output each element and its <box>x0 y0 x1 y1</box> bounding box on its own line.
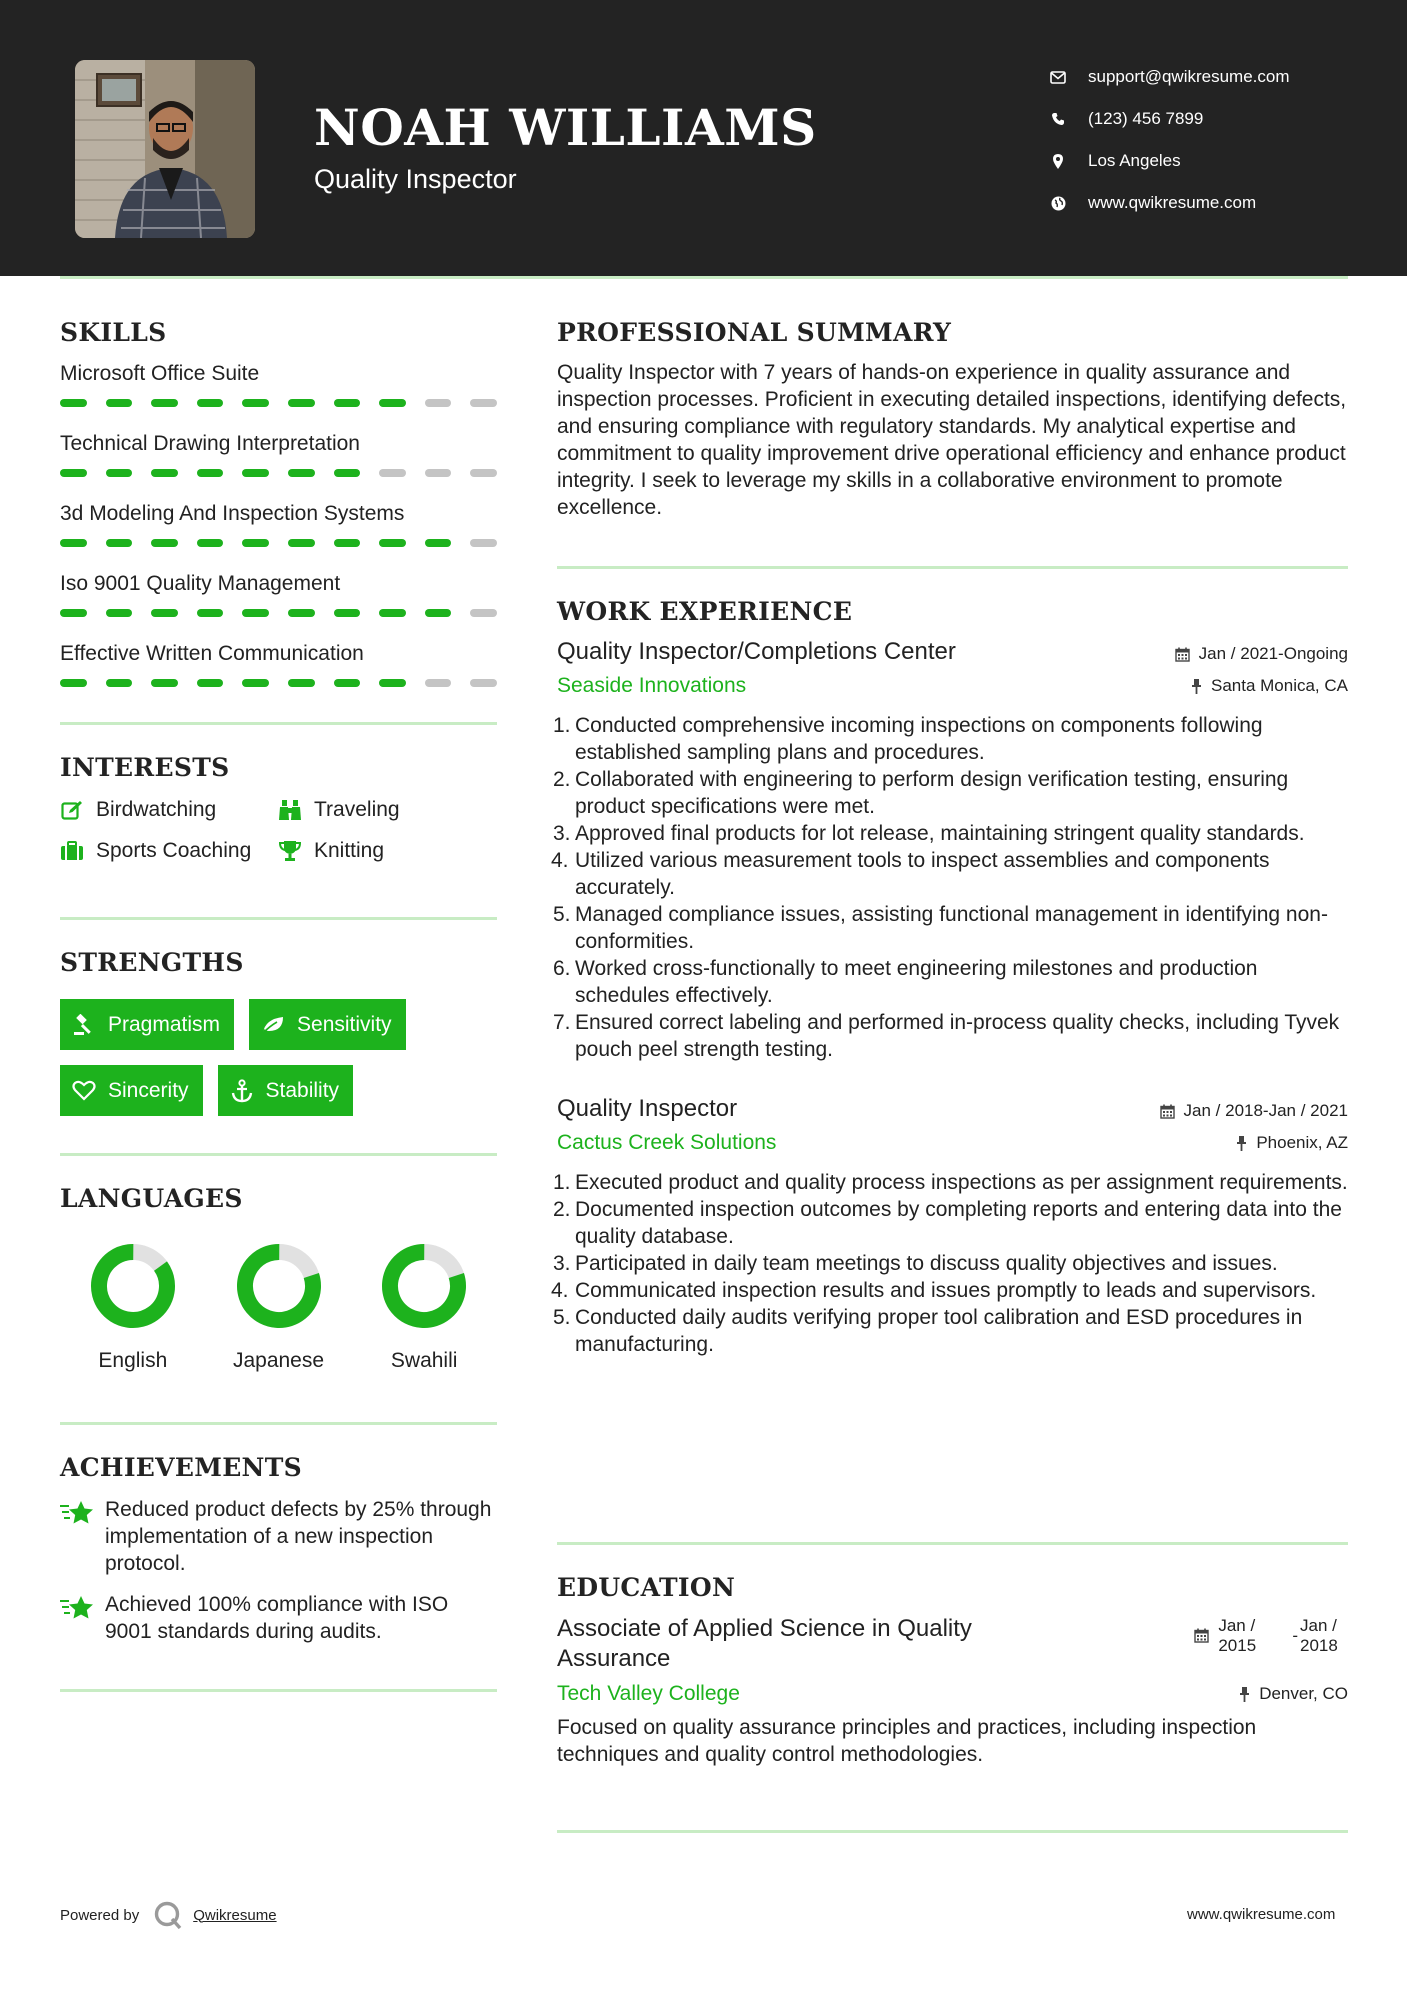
skill-dot-filled <box>379 399 406 407</box>
language-donut <box>234 1241 324 1331</box>
skill-name: 3d Modeling And Inspection Systems <box>60 502 405 525</box>
language-donut <box>88 1241 178 1331</box>
strength-badge <box>249 999 406 1050</box>
footer-powered-by <box>60 1900 277 1930</box>
skill-dot-filled <box>288 399 315 407</box>
qwikresume-logo-icon <box>153 1900 183 1930</box>
edit-icon <box>60 798 84 822</box>
pin-icon <box>1191 679 1202 694</box>
job-bullets <box>551 1169 1348 1358</box>
interests-title: INTERESTS <box>60 753 230 782</box>
contact-email[interactable] <box>1050 56 1290 98</box>
qwikresume-link[interactable]: Qwikresume <box>193 1906 277 1924</box>
strength-label: Pragmatism <box>108 1012 221 1036</box>
job-bullet-text: Executed product and quality process inspections as per assignment requirements. <box>575 1171 1348 1194</box>
skill-dot-filled <box>106 679 133 687</box>
education-location-text: Denver, CO <box>1259 1684 1348 1703</box>
gavel-icon <box>72 1013 96 1037</box>
job-title: Quality Inspector <box>557 1095 738 1122</box>
contact-phone-text: (123) 456 7899 <box>1088 109 1204 128</box>
profile-photo <box>75 60 255 238</box>
skill-dot-filled <box>197 679 224 687</box>
pin-icon <box>1239 1687 1250 1702</box>
skill-dot-filled <box>151 399 178 407</box>
calendar-icon <box>1194 1628 1209 1643</box>
skill-dot-filled <box>334 399 361 407</box>
job-dates-text: Jan / 2021-Ongoing <box>1198 644 1348 663</box>
language-item <box>206 1241 352 1373</box>
job-bullet: 4. Communicated inspection results and issues promptly to leads and supervisors. <box>551 1279 1317 1302</box>
skill-dot-empty <box>470 539 497 547</box>
skill-dot-filled <box>242 469 269 477</box>
contact-email-text: support@qwikresume.com <box>1088 67 1290 86</box>
candidate-name: NOAH WILLIAMS <box>314 98 817 157</box>
skill-dot-filled <box>288 539 315 547</box>
skill-dot-filled <box>242 399 269 407</box>
strengths-title: STRENGTHS <box>60 948 244 977</box>
job-bullet-text: Utilized various measurement tools to inspect assemblies and components accurately. <box>575 849 1270 899</box>
job-bullet-text: Communicated inspection results and issues promptly to leads and supervisors. <box>575 1279 1317 1302</box>
contact-phone[interactable] <box>1050 98 1290 140</box>
skill-dot-filled <box>151 539 178 547</box>
languages-title: LANGUAGES <box>60 1184 243 1213</box>
skill-dot-filled <box>151 679 178 687</box>
strengths-list <box>60 999 497 1116</box>
job-bullet-text: Documented inspection outcomes by completing reports and entering data into the quality database. <box>575 1198 1342 1248</box>
skill-dot-filled <box>379 679 406 687</box>
job-bullet: 3. Approved final products for lot release, maintaining stringent quality standards. <box>553 822 1305 845</box>
job-dates <box>1175 644 1348 664</box>
language-name: English <box>98 1349 168 1372</box>
education-date-end: Jan / 2018 <box>1300 1616 1338 1655</box>
summary-title: PROFESSIONAL SUMMARY <box>557 318 952 347</box>
interest-label: Knitting <box>314 839 385 862</box>
skill-dot-filled <box>197 469 224 477</box>
skill-dot-filled <box>60 679 87 687</box>
pin-icon <box>1236 1136 1247 1151</box>
summary-text: Quality Inspector with 7 years of hands-on experience in quality assurance and inspection processes. Proficient in executing detailed inspections, identifying defects, and ensuring compliance with regulatory standards. My analytical expertise and commitment to quality improvement drive operational efficiency and enhance product integrity. I seek to leverage my skills in a collaborative environment to promote excellence. <box>557 361 1347 519</box>
skill-dot-filled <box>288 609 315 617</box>
job-bullet: 5. Managed compliance issues, assisting functional management in identifying non-conformities. <box>553 903 1328 953</box>
summary-section <box>557 318 1348 566</box>
skill-dot-filled <box>151 609 178 617</box>
language-donut <box>379 1241 469 1331</box>
left-column <box>60 318 497 1692</box>
job-bullet: 5. Conducted daily audits verifying proper tool calibration and ESD procedures in manufacturing. <box>553 1306 1303 1356</box>
skill-name: Iso 9001 Quality Management <box>60 572 341 595</box>
job-dates-text: Jan / 2018-Jan / 2021 <box>1183 1101 1348 1120</box>
skill-rating <box>60 536 497 550</box>
star-icon <box>60 1496 94 1577</box>
language-item <box>60 1241 206 1373</box>
job-dates <box>1160 1101 1348 1121</box>
interest-label: Traveling <box>314 798 400 821</box>
skill-dot-empty <box>470 609 497 617</box>
school-name: Tech Valley College <box>557 1682 740 1705</box>
interest-item <box>278 798 478 822</box>
language-donut-fill <box>88 1241 178 1331</box>
strength-label: Stability <box>265 1078 340 1102</box>
company-name: Cactus Creek Solutions <box>557 1131 777 1154</box>
skill-dot-filled <box>60 399 87 407</box>
strength-badge <box>218 1065 354 1116</box>
job-bullets <box>551 712 1348 1063</box>
contact-list <box>1050 56 1290 224</box>
strength-badge <box>60 999 234 1050</box>
skill-dot-filled <box>425 539 452 547</box>
map-pin-icon <box>1050 153 1066 169</box>
job-location-text: Phoenix, AZ <box>1256 1133 1348 1152</box>
skill-rating <box>60 606 497 620</box>
calendar-icon <box>1175 647 1190 662</box>
languages-list <box>60 1241 497 1373</box>
skill-dot-filled <box>379 609 406 617</box>
star-icon <box>60 1591 94 1645</box>
heart-icon <box>72 1079 96 1103</box>
language-donut-fill <box>381 1243 467 1329</box>
skill-dot-filled <box>60 469 87 477</box>
envelope-icon <box>1050 69 1066 85</box>
education-description: Focused on quality assurance principles and practices, including inspection techniques and quality control methodologies. <box>557 1716 1257 1766</box>
interest-item <box>60 798 278 822</box>
section-divider <box>557 1830 1348 1833</box>
job-bullet-text: Participated in daily team meetings to discuss quality objectives and issues. <box>575 1252 1278 1275</box>
anchor-icon <box>230 1079 254 1103</box>
education-date-separator: - <box>1292 1626 1298 1645</box>
education-location <box>1239 1684 1348 1704</box>
achievements-title: ACHIEVEMENTS <box>60 1453 302 1482</box>
job-bullet-text: Managed compliance issues, assisting functional management in identifying non-conformities. <box>575 903 1328 953</box>
skill-dot-filled <box>197 539 224 547</box>
skill-dot-filled <box>425 609 452 617</box>
powered-by-text: Powered by <box>60 1906 140 1924</box>
contact-location <box>1050 140 1290 182</box>
job-bullet-text: Approved final products for lot release, maintaining stringent quality standards. <box>575 822 1305 845</box>
interest-label: Birdwatching <box>96 798 217 821</box>
skill-dot-filled <box>288 679 315 687</box>
leaf-icon <box>261 1013 285 1037</box>
trophy-icon <box>278 839 302 863</box>
section-divider <box>60 1689 497 1692</box>
contact-location-text: Los Angeles <box>1088 151 1181 170</box>
skills-list <box>60 359 497 690</box>
interests-section <box>60 725 497 917</box>
skill-dot-filled <box>106 469 133 477</box>
skills-title: SKILLS <box>60 318 167 347</box>
skill-dot-filled <box>106 609 133 617</box>
suitcase-icon <box>60 839 84 863</box>
education-subheader <box>557 1682 1348 1706</box>
footer-website[interactable]: www.qwikresume.com <box>1187 1906 1336 1923</box>
job-bullet-text: Collaborated with engineering to perform design verification testing, ensuring product specifications were met. <box>575 768 1289 818</box>
interest-item <box>278 839 478 863</box>
language-item <box>351 1241 497 1373</box>
job-bullet-text: Conducted comprehensive incoming inspections on components following established sampling plans and procedures. <box>575 714 1263 764</box>
achievement-text: Reduced product defects by 25% through implementation of a new inspection protocol. <box>105 1498 492 1575</box>
contact-website[interactable] <box>1050 182 1290 224</box>
interest-item <box>60 839 278 863</box>
skill-dot-filled <box>106 399 133 407</box>
job-entry <box>551 1095 1348 1358</box>
skill-dot-filled <box>151 469 178 477</box>
job-location <box>1191 676 1348 696</box>
job-bullet: 7. Ensured correct labeling and performed in-process quality checks, including Tyvek pouch peel strength testing. <box>553 1011 1340 1061</box>
globe-icon <box>1050 195 1066 211</box>
skill-dot-filled <box>60 609 87 617</box>
strength-label: Sincerity <box>108 1078 189 1102</box>
right-column <box>551 318 1348 1833</box>
skill-dot-filled <box>60 539 87 547</box>
skill-rating <box>60 466 497 480</box>
achievement-item <box>60 1591 497 1645</box>
skill-dot-empty <box>425 679 452 687</box>
candidate-title: Quality Inspector <box>314 164 517 194</box>
job-bullet: 3. Participated in daily team meetings to discuss quality objectives and issues. <box>553 1252 1278 1275</box>
skill-dot-filled <box>334 679 361 687</box>
experience-section <box>551 569 1348 1542</box>
achievements-section <box>60 1425 497 1689</box>
skill-dot-empty <box>470 399 497 407</box>
job-entry <box>551 638 1348 1063</box>
job-bullet-text: Conducted daily audits verifying proper tool calibration and ESD procedures in manufacturing. <box>575 1306 1303 1356</box>
skill-name: Technical Drawing Interpretation <box>60 432 360 455</box>
skill-dot-filled <box>334 609 361 617</box>
education-dates <box>1194 1616 1348 1656</box>
skill-rating <box>60 676 497 690</box>
phone-icon <box>1050 111 1066 127</box>
skill-name: Effective Written Communication <box>60 642 364 665</box>
job-bullet: 4. Utilized various measurement tools to inspect assemblies and components accurately. <box>551 849 1270 899</box>
job-location-text: Santa Monica, CA <box>1210 676 1348 695</box>
job-bullet: 2. Collaborated with engineering to perform design verification testing, ensuring product specifications were met. <box>553 768 1289 818</box>
strengths-section <box>60 920 497 1153</box>
job-title: Quality Inspector/Completions Center <box>557 638 956 665</box>
education-section <box>557 1545 1348 1830</box>
job-header <box>557 1095 1348 1123</box>
skill-dot-empty <box>470 469 497 477</box>
binoculars-icon <box>278 798 302 822</box>
skill-dot-empty <box>470 679 497 687</box>
skill-dot-filled <box>334 539 361 547</box>
job-bullet: 1. Conducted comprehensive incoming inspections on components following established sampling plans and procedures. <box>553 714 1263 764</box>
job-location <box>1236 1133 1348 1153</box>
contact-website-text: www.qwikresume.com <box>1088 193 1257 212</box>
skill-dot-filled <box>197 399 224 407</box>
languages-section <box>60 1156 497 1422</box>
interest-label: Sports Coaching <box>96 839 252 862</box>
skill-rating <box>60 396 497 410</box>
degree-title: Associate of Applied Science in Quality Assurance <box>557 1615 972 1672</box>
experience-title: WORK EXPERIENCE <box>557 597 853 626</box>
skill-dot-filled <box>334 469 361 477</box>
resume-header <box>0 0 1407 276</box>
job-subheader <box>557 1131 1348 1155</box>
profile-photo-illustration <box>75 60 255 238</box>
skill-name: Microsoft Office Suite <box>60 362 260 385</box>
skill-dot-filled <box>242 679 269 687</box>
skill-dot-filled <box>197 609 224 617</box>
achievement-text: Achieved 100% compliance with ISO 9001 standards during audits. <box>105 1593 449 1643</box>
skill-dot-filled <box>288 469 315 477</box>
job-bullet-text: Ensured correct labeling and performed in-process quality checks, including Tyvek pouch peel strength testing. <box>575 1011 1340 1061</box>
header-divider <box>60 276 1348 279</box>
language-name: Swahili <box>390 1349 458 1372</box>
skills-section <box>60 318 497 722</box>
skill-dot-empty <box>379 469 406 477</box>
strength-label: Sensitivity <box>297 1012 392 1036</box>
skill-dot-filled <box>379 539 406 547</box>
company-name: Seaside Innovations <box>557 674 747 697</box>
skill-dot-filled <box>106 539 133 547</box>
education-date-start: Jan / 2015 <box>1218 1616 1257 1655</box>
job-subheader <box>557 674 1348 698</box>
interests-list <box>60 798 497 863</box>
job-bullet-text: Worked cross-functionally to meet engineering milestones and production schedules effectively. <box>575 957 1258 1007</box>
job-bullet: 2. Documented inspection outcomes by completing reports and entering data into the quality database. <box>553 1198 1342 1248</box>
calendar-icon <box>1160 1104 1175 1119</box>
education-title: EDUCATION <box>557 1573 736 1602</box>
language-donut-fill <box>236 1243 322 1329</box>
language-name: Japanese <box>232 1349 325 1372</box>
skill-dot-empty <box>425 469 452 477</box>
strength-badge <box>60 1065 203 1116</box>
skill-dot-filled <box>242 609 269 617</box>
job-bullet: 1. Executed product and quality process inspections as per assignment requirements. <box>553 1171 1348 1194</box>
achievement-item <box>60 1496 497 1577</box>
job-bullet: 6. Worked cross-functionally to meet engineering milestones and production schedules effectively. <box>553 957 1258 1007</box>
education-header <box>557 1614 1348 1674</box>
job-header <box>557 638 1348 666</box>
skill-dot-empty <box>425 399 452 407</box>
skill-dot-filled <box>242 539 269 547</box>
